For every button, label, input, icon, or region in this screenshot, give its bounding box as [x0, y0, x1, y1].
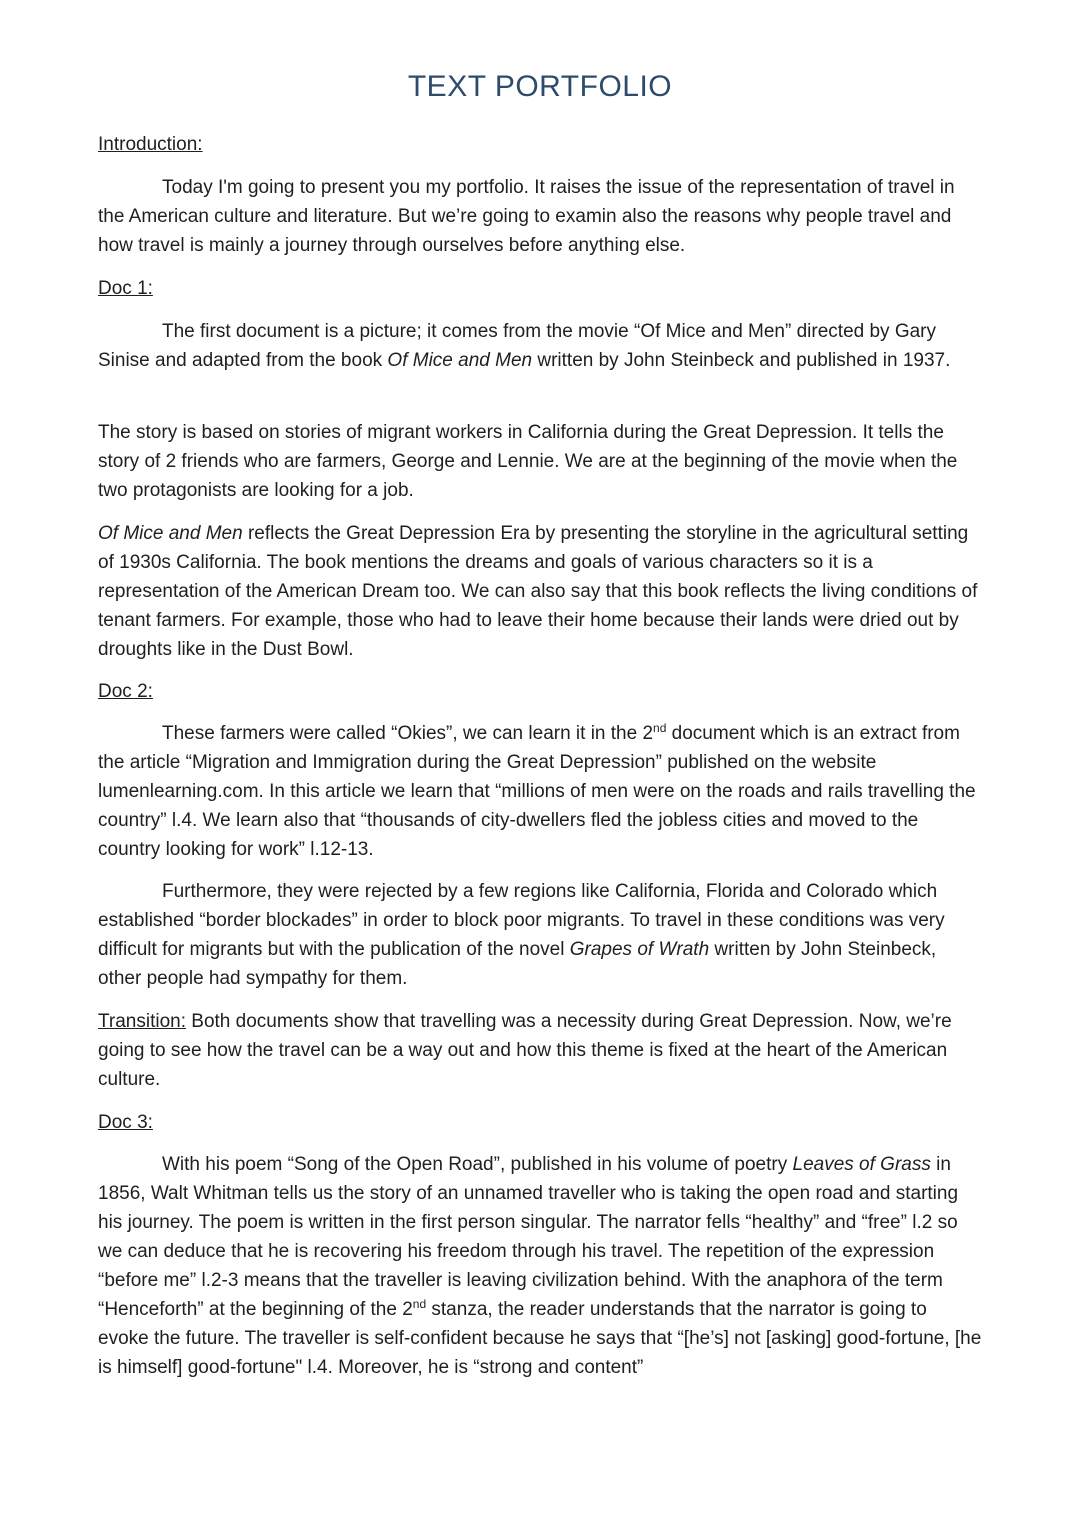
doc3-p1-text-b: in 1856, Walt Whitman tells us the story of an unnamed traveller who is taking the open road and starting his journey. The poem is written in the first person singular. The narrator fells “healthy” and “free” l.2 so we can deduce that he is recovering his freedom through his travel. The repetition of the expression “before me” l.2-3 means that the traveller is leaving civilization behind. With the anaphora of the term “Henceforth” at the beginning of the 2	[98, 1154, 959, 1320]
doc3-p1-book-title: Leaves of Grass	[792, 1154, 931, 1175]
transition-label: Transition:	[98, 1011, 186, 1032]
introduction-heading: Introduction:	[98, 134, 203, 155]
transition-text: Both documents show that travelling was a necessity during Great Depression. Now, we’re going to see how the travel can be a way out and how this theme is fixed at the heart of the American culture.	[98, 1011, 952, 1090]
doc1-p1-book-title: Of Mice and Men	[387, 350, 533, 371]
doc2-heading: Doc 2:	[98, 681, 153, 702]
doc1-paragraph-3	[98, 519, 982, 664]
doc2-p2-text-a: Furthermore, they were rejected by a few regions like California, Florida and Colorado which established “border blockades” in order to block poor migrants. To travel in these conditions was very difficult for migrants but with the publication of the novel	[98, 881, 945, 960]
doc1-p3-text: reflects the Great Depression Era by presenting the storyline in the agricultural setting of 1930s California. The book mentions the dreams and goals of various characters so it is a representation of the American Dream too. We can also say that this book reflects the living conditions of tenant farmers. For example, those who had to leave their home because their lands were dried out by droughts like in the Dust Bowl.	[98, 523, 978, 660]
doc1-heading: Doc 1:	[98, 278, 153, 299]
page-title: TEXT PORTFOLIO	[407, 70, 673, 103]
doc2-p2-text-b: written by John Steinbeck, other people had sympathy for them.	[98, 939, 937, 989]
doc1-paragraph-2: The story is based on stories of migrant workers in California during the Great Depression. It tells the story of 2 friends who are farmers, George and Lennie. We are at the beginning of the movie when the two protagonists are looking for a job.	[98, 422, 958, 501]
transition-paragraph	[98, 1007, 982, 1094]
doc3-p1-text-c: stanza, the reader understands that the narrator is going to evoke the future. The traveller is self-confident because he says that “[he’s] not [asking] good-fortune, [he is himself] good-fortune" l.4. Moreover, he is “strong and content”	[98, 1299, 982, 1378]
doc2-p1-text-b: document which is an extract from the article “Migration and Immigration during the Great Depression” published on the website lumenlearning.com. In this article we learn that “millions of men were on the roads and rails travelling the country” l.4. We learn also that “thousands of city-dwellers fled the jobless cities and moved to the country looking for work” l.12-13.	[98, 723, 976, 860]
doc2-p1-text-a: These farmers were called “Okies”, we can learn it in the 2	[162, 723, 654, 744]
doc1-p3-book-title: Of Mice and Men	[98, 523, 243, 544]
doc2-p1-superscript: nd	[653, 721, 667, 735]
doc3-paragraph-1	[98, 1150, 982, 1382]
doc3-heading: Doc 3:	[98, 1112, 153, 1133]
doc3-p1-superscript: nd	[412, 1297, 427, 1311]
doc2-paragraph-2	[98, 877, 982, 993]
doc2-paragraph-1	[98, 719, 982, 864]
doc3-p1-text-a: With his poem “Song of the Open Road”, published in his volume of poetry	[162, 1154, 793, 1175]
introduction-paragraph: Today I'm going to present you my portfolio. It raises the issue of the representation of travel in the American culture and literature. But we’re going to examin also the reasons why people travel and how travel is mainly a journey through ourselves before anything else.	[98, 177, 955, 256]
doc1-p1-text-b: written by John Steinbeck and published in 1937.	[532, 350, 951, 371]
doc1-paragraph-1	[98, 317, 982, 375]
doc2-p2-book-title: Grapes of Wrath	[569, 939, 710, 960]
doc1-p1-text-a: The first document is a picture; it comes from the movie “Of Mice and Men” directed by Gary Sinise and adapted from the book	[98, 321, 936, 371]
